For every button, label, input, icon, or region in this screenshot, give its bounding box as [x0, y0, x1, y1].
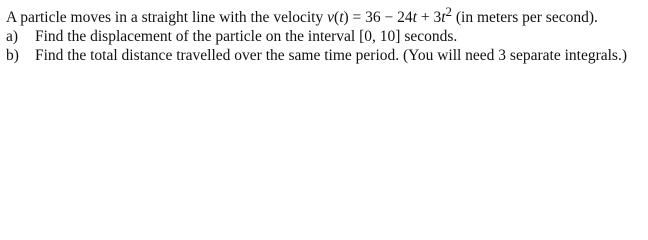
intro-units-text: (in meters per second). [451, 9, 598, 27]
formula-constant-terms: ) = 36 − 24 [343, 9, 413, 27]
intro-text: A particle moves in a straight line with the velocity [6, 9, 328, 27]
part-a-text-end: seconds. [400, 28, 458, 46]
problem-document [6, 2, 642, 65]
velocity-function-symbol: v [327, 9, 335, 27]
formula-exponent: 2 [445, 4, 452, 19]
part-b-text: Find the total distance travelled over the same time period. (You will need 3 separate integrals.) [35, 47, 627, 65]
formula-variable-t: t [339, 9, 344, 27]
part-b-marker: b) [6, 47, 19, 65]
interval-notation: [0, 10] [359, 28, 401, 46]
formula-open-paren: ( [334, 9, 340, 27]
part-a-marker: a) [6, 28, 19, 46]
formula-quadratic-t: t [441, 9, 446, 27]
problem-intro [6, 2, 642, 27]
velocity-formula [327, 4, 452, 27]
formula-plus-term: + 3 [416, 9, 442, 27]
part-b [6, 46, 642, 65]
problem-parts-list [6, 27, 642, 65]
part-a [6, 27, 642, 46]
part-a-text: Find the displacement of the particle on the interval [35, 28, 360, 46]
formula-linear-t: t [412, 9, 417, 27]
